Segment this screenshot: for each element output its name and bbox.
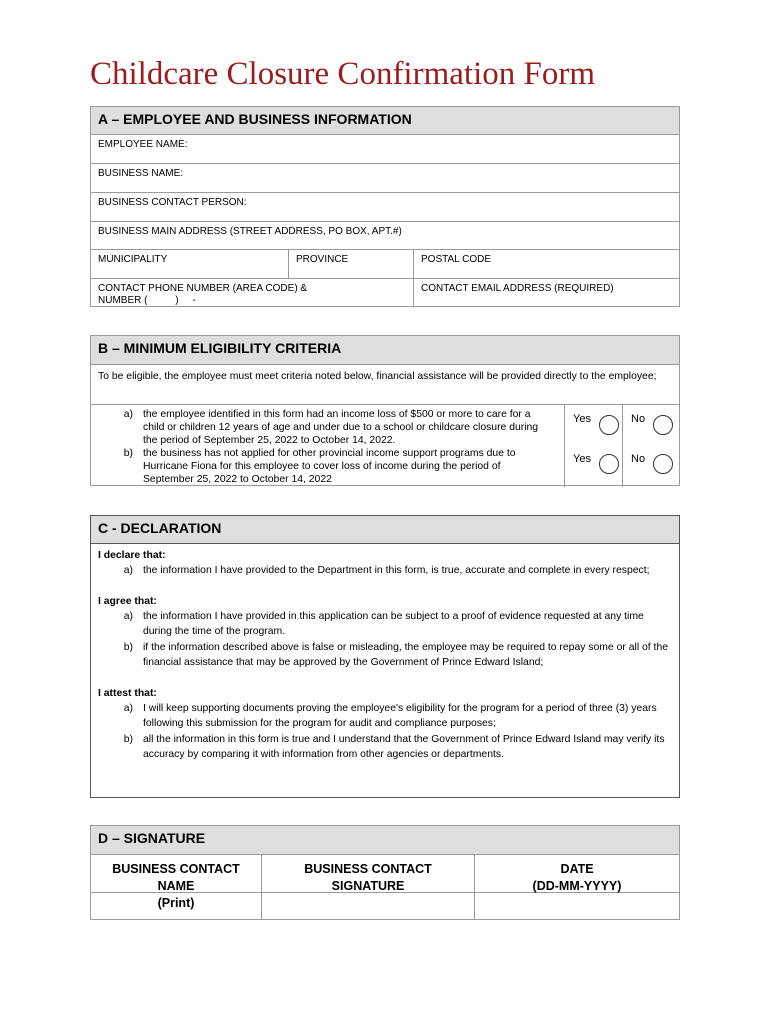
employee-name-row[interactable] [91,135,679,164]
agree-item-a-text: the information I have provided in this application can be subject to a proof of evidence requested at any time during the time of the program. [143,610,644,637]
form-title: Childcare Closure Confirmation Form [90,56,596,92]
municipality-field[interactable] [91,250,288,278]
section-a-title: A – EMPLOYEE AND BUSINESS INFORMATION [98,111,412,127]
criterion-a-no-radio[interactable] [653,415,673,435]
phone-label-line1: CONTACT PHONE NUMBER (AREA CODE) & [98,283,308,294]
section-a-heading [91,107,679,135]
email-field[interactable] [413,279,679,307]
phone-field[interactable] [91,279,413,307]
criterion-a [91,409,564,447]
attest-item-b-text: all the information in this form is true and I understand that the Government of Prince Edward Island may verify its accuracy by comparing it with information from other agencies or departments. [143,733,665,760]
no-column [623,405,679,487]
agree-item-b-text: if the information described above is false or misleading, the employee may be required to repay some or all of the financial assistance that may be approved by the Government of Prince Edward Island; [143,641,669,668]
agree-item-a [98,609,672,640]
criterion-b-no-label: No [631,453,646,465]
yes-column [565,405,623,487]
declare-item-a [98,563,672,579]
signature-input[interactable] [261,893,474,919]
criterion-a-text: the employee identified in this form had an income loss of $500 or more to care for a child or children 12 years of age and under due to a school or childcare closure during the period of September 25, 2022 to October 14, 2022. [143,409,539,446]
signature-header-line1: BUSINESS CONTACT [304,862,432,876]
agree-heading: I agree that: [98,595,157,607]
criterion-b-no-radio[interactable] [653,454,673,474]
attest-item-b [98,732,672,763]
attest-item-a [98,701,672,732]
attest-heading: I attest that: [98,687,157,699]
criterion-b [91,448,564,486]
declaration-body [91,544,679,769]
municipality-label: MUNICIPALITY [98,254,168,265]
criterion-b-yes-label: Yes [573,453,591,465]
email-label: CONTACT EMAIL ADDRESS (REQUIRED) [421,283,614,294]
criteria-list [91,405,565,487]
signature-header [261,855,474,892]
criterion-b-letter: b) [123,448,133,460]
agree-item-b [98,640,672,671]
contact-name-header [91,855,261,910]
province-label: PROVINCE [296,254,349,265]
business-name-label: BUSINESS NAME: [98,168,184,179]
declare-heading: I declare that: [98,550,166,561]
date-header-line1: DATE [560,862,594,876]
criterion-b-text: the business has not applied for other provincial income support programs due to Hurricane Fiona for this employee to cover loss of income during the period of September 25, 2022 to October 14, 2022 [143,448,516,485]
agree-item-a-letter: a) [123,610,133,622]
date-input[interactable] [474,893,679,919]
criterion-a-no-label: No [631,413,646,425]
section-employee-business [90,106,680,307]
attest-item-b-letter: b) [123,733,133,745]
phone-label-line2: NUMBER ( ) - [98,295,196,306]
contact-person-row[interactable] [91,193,679,222]
date-header [474,855,679,892]
attest-item-a-letter: a) [123,702,133,714]
criterion-a-yes-radio[interactable] [599,415,619,435]
section-b-title: B – MINIMUM ELIGIBILITY CRITERIA [98,340,342,356]
address-row[interactable] [91,222,679,250]
contact-name-header-line2: (Print) [157,896,195,910]
contact-person-label: BUSINESS CONTACT PERSON: [98,197,247,208]
business-name-row[interactable] [91,164,679,193]
section-declaration [90,515,680,798]
date-header-line2: (DD-MM-YYYY) [532,879,622,893]
eligibility-intro: To be eligible, the employee must meet criteria noted below, financial assistance will be provided directly to the employee; [91,365,679,405]
postal-code-label: POSTAL CODE [421,254,492,265]
employee-name-label: EMPLOYEE NAME: [98,139,188,150]
address-label: BUSINESS MAIN ADDRESS (STREET ADDRESS, PO BOX, APT.#) [98,226,402,237]
criterion-b-yes-radio[interactable] [599,454,619,474]
section-d-heading [91,826,679,855]
criterion-a-letter: a) [123,409,133,420]
attest-item-a-text: I will keep supporting documents proving the employee's eligibility for the program for a period of three (3) years following this submission for the program for audit and compliance purposes; [143,702,657,729]
section-d-title: D – SIGNATURE [98,830,206,846]
agree-item-b-letter: b) [123,641,133,653]
criterion-a-yes-label: Yes [573,413,591,425]
section-b-heading [91,336,679,365]
province-field[interactable] [288,250,413,278]
contact-name-input[interactable] [91,893,261,919]
section-c-title: C - DECLARATION [98,520,222,536]
signature-header-line2: SIGNATURE [331,879,405,893]
section-c-heading [91,516,679,544]
contact-name-header-line1: BUSINESS CONTACT NAME [112,862,240,893]
declare-item-a-letter: a) [123,565,133,576]
section-signature [90,825,680,920]
postal-code-field[interactable] [413,250,679,278]
section-eligibility [90,335,680,486]
declare-item-a-text: the information I have provided to the Department in this form, is true, accurate and complete in every respect; [143,565,650,576]
